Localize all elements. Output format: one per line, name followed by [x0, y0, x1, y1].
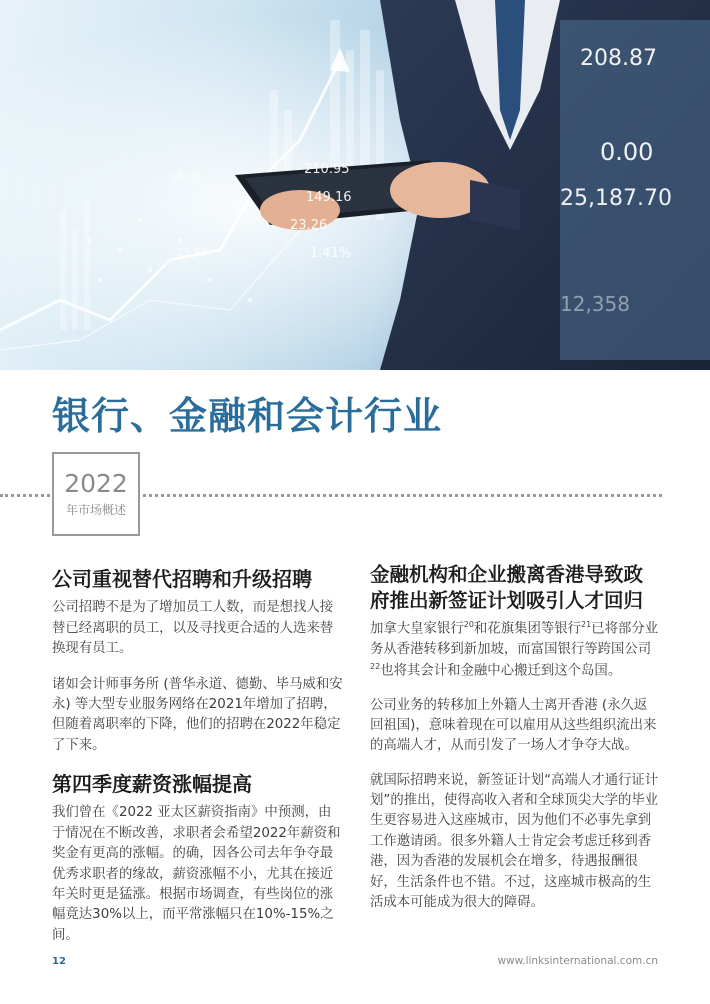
page-title: 银行、金融和会计行业 — [52, 394, 443, 438]
hero-number-9: 16.95 — [170, 170, 202, 183]
paragraph: 公司招聘不是为了增加员工人数，而是想找人接替已经离职的员工，以及寻找更合适的人选来替换现有员工。 — [52, 600, 334, 657]
right-column — [370, 562, 660, 927]
paragraph: 加拿大皇家银行$^{20}$和花旗集团等银行$^{21}$已将部分业务从香港转移到新加坡，而富国银行等跨国公司$^{22}$也将其会计和金融中心搬迁到这个岛国。 — [370, 620, 659, 679]
paragraph: 就国际招聘来说，新签证计划“高端人才通行证计划”的推出，使得高收入者和全球顶尖大学的毕业生更容易进入这座城市，因为他们不必事先拿到工作邀请函。很多外籍人士肯定会考虑迁移到香港，因为香港的发展机会在增多，待遇报酬很好，生活条件也不错。不过，这座城市极高的生活成本可能成为很大的障碍。 — [370, 772, 659, 910]
year-label: 年市场概述 — [65, 503, 126, 517]
paragraph: 我们曾在《2022 亚太区薪资指南》中预测，由于情况在不断改善，求职者会希望2022年薪资和奖金有更高的涨幅。的确，因各公司去年争夺最优秀求职者的缘故，薪资涨幅不小，尤其在接近年关时更是猛涨。根据市场调查，有些岗位的涨幅竟达30%以上，而平常涨幅只在10%-15%之间。 — [52, 805, 341, 943]
hero-number-2: 0.00 — [600, 138, 654, 166]
paragraph: 公司业务的转移加上外籍人士离开香港 (永久返回祖国)，意味着现在可以雇用从这些组织流出来的高端人才，从而引发了一场人才争夺大战。 — [370, 697, 657, 754]
hero-number-10: 13.92 — [176, 246, 208, 259]
hero-number-3: 25,187.70 — [560, 186, 672, 211]
section-heading-replacement-hiring: 公司重视替代招聘和升级招聘 — [52, 567, 312, 591]
footnote-ref: 20 — [463, 620, 474, 630]
footnote-ref: 22 — [370, 661, 381, 671]
paragraph: 诸如会计师事务所 (普华永道、德勤、毕马威和安永) 等大型专业服务网络在2021年增加了招聘，但随着离职率的下降，他们的招聘在2022年稳定了下来。 — [52, 676, 343, 753]
year-number: 2022 — [64, 469, 128, 498]
hero-number-6: 23.26 — [290, 218, 328, 233]
page-number: 12 — [52, 956, 66, 967]
hero-image — [0, 0, 710, 370]
website-url: www.linksinternational.com.cn — [497, 955, 658, 967]
section-heading-hk-relocation: 金融机构和企业搬离香港导致政府推出新签证计划吸引人才回归 — [370, 563, 644, 612]
hero-number-4: 210.95 — [304, 162, 350, 177]
footnote-ref: 21 — [581, 620, 592, 630]
year-overview-box — [52, 452, 140, 536]
left-column — [52, 566, 344, 961]
hero-number-8: 12,358 — [560, 292, 630, 316]
hero-number-5: 149.16 — [306, 190, 352, 205]
hero-number-1: 208.87 — [580, 46, 657, 71]
section-heading-salary-increase: 第四季度薪资涨幅提高 — [52, 772, 252, 797]
hero-number-7: 1.41% — [310, 246, 352, 261]
